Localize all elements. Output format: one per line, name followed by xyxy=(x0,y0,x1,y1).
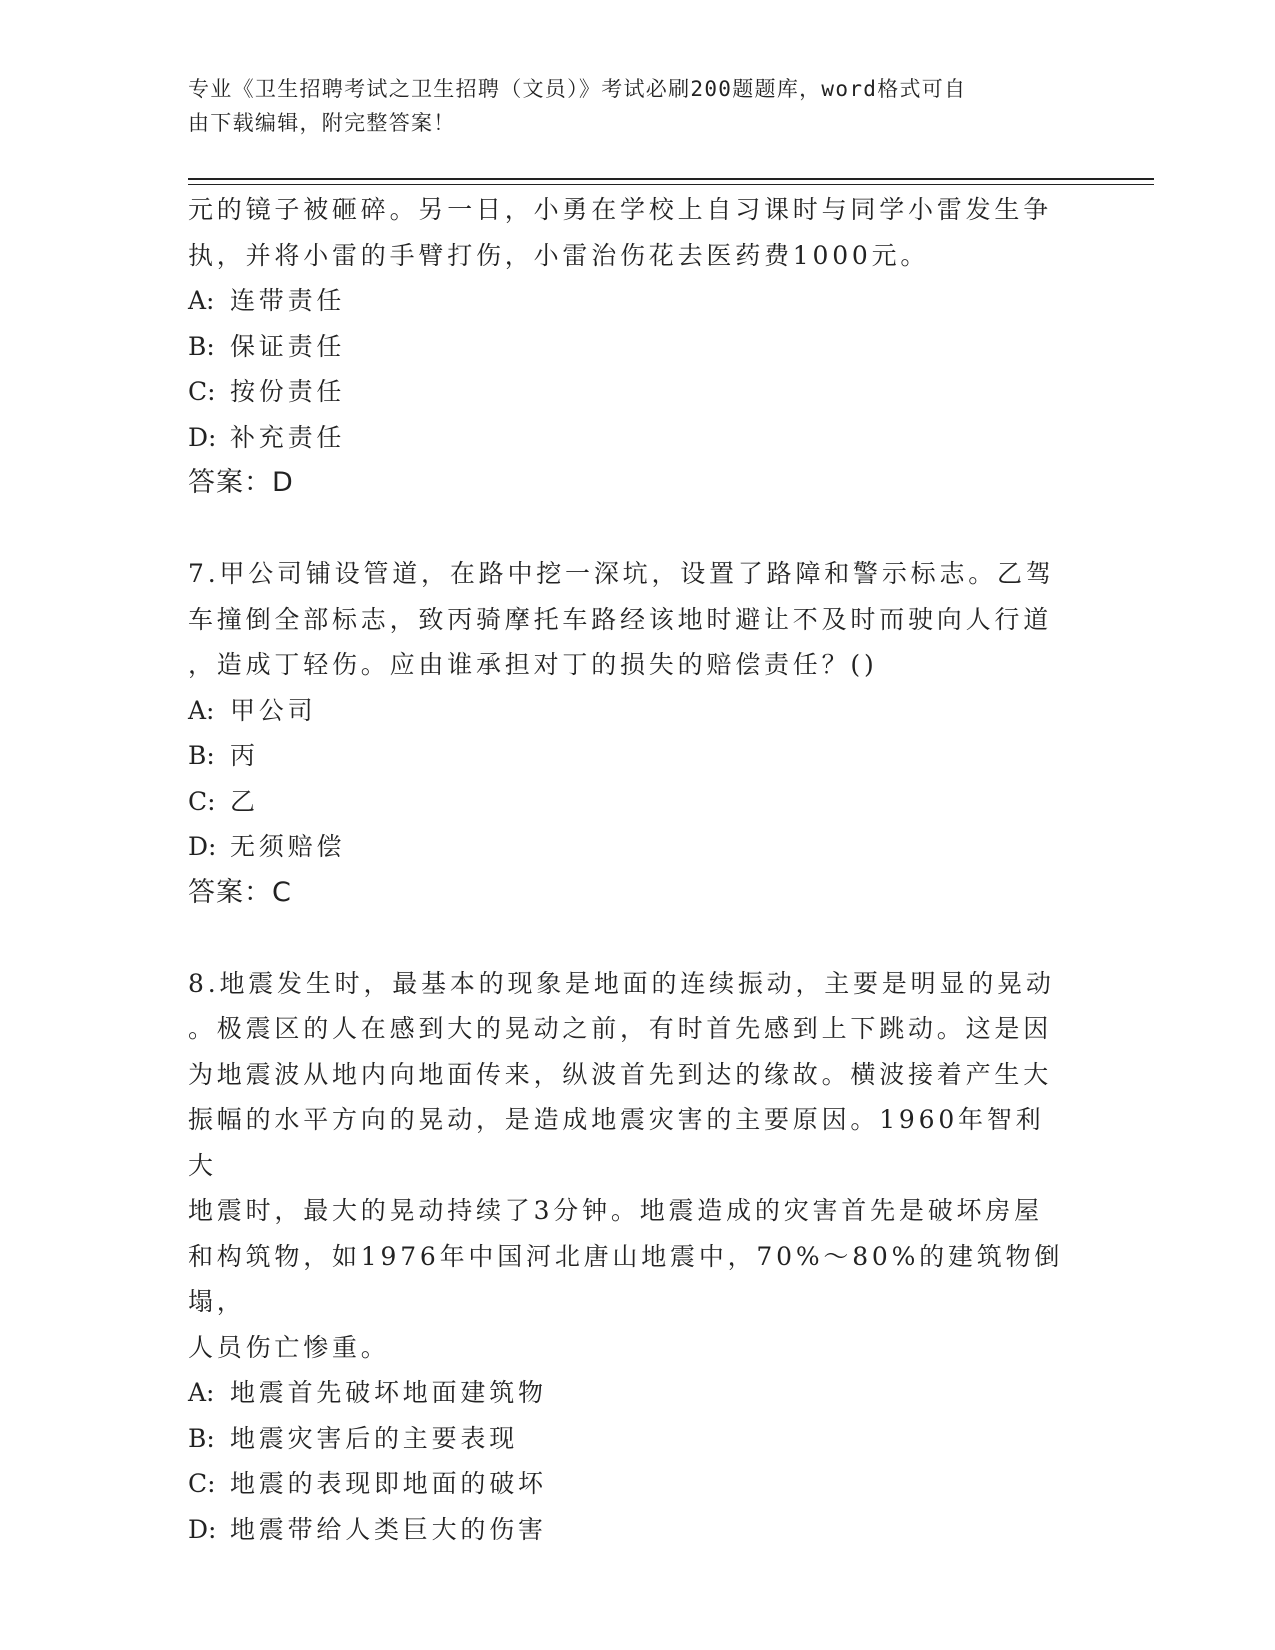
option-text: 甲公司 xyxy=(230,695,317,725)
option-c xyxy=(188,779,1068,825)
option-c xyxy=(188,369,1068,415)
option-b xyxy=(188,733,1068,779)
option-text: 补充责任 xyxy=(230,422,346,452)
option-b xyxy=(188,1416,1068,1462)
question-8 xyxy=(188,961,1068,1553)
question-text-line: ，造成丁轻伤。应由谁承担对丁的损失的赔偿责任？() xyxy=(188,650,878,679)
question-text-line: 人员伤亡惨重。 xyxy=(188,1332,390,1362)
question-text-line: 元的镜子被砸碎。另一日，小勇在学校上自习课时与同学小雷发生争 xyxy=(188,195,1053,224)
option-b xyxy=(188,324,1068,370)
option-key: A: xyxy=(188,286,215,315)
option-text: 丙 xyxy=(230,741,259,770)
document-body xyxy=(188,187,1068,1552)
answer-line: 答案：C xyxy=(188,876,292,908)
option-key: B: xyxy=(188,331,215,361)
option-key: C: xyxy=(188,377,216,406)
header-divider-thick xyxy=(188,178,1154,180)
question-text-line: 振幅的水平方向的晃动，是造成地震灾害的主要原因。1960年智利大 xyxy=(188,1105,1045,1180)
option-key: B: xyxy=(188,741,215,770)
spacer xyxy=(188,915,1068,961)
option-text: 地震首先破坏地面建筑物 xyxy=(230,1378,547,1407)
option-key: A: xyxy=(188,695,215,725)
option-c xyxy=(188,1461,1068,1507)
header-line-2: 由下载编辑，附完整答案！ xyxy=(188,111,456,135)
option-key: A: xyxy=(188,1378,215,1407)
option-text: 乙 xyxy=(230,786,259,816)
option-key: B: xyxy=(188,1423,215,1453)
answer-line: 答案：D xyxy=(188,467,294,498)
header-line-1: 专业《卫生招聘考试之卫生招聘（文员）》考试必刷200题题库，word格式可自 xyxy=(188,77,967,101)
option-key: C: xyxy=(188,786,216,816)
option-key: D: xyxy=(188,832,217,861)
question-text-line: 8.地震发生时，最基本的现象是地面的连续振动，主要是明显的晃动 xyxy=(188,968,1055,998)
option-text: 地震带给人类巨大的伤害 xyxy=(230,1514,547,1544)
question-6-continued xyxy=(188,187,1068,506)
option-key: C: xyxy=(188,1469,216,1498)
option-text: 无须赔偿 xyxy=(230,832,346,861)
option-a xyxy=(188,278,1068,324)
question-text-line: 7.甲公司铺设管道，在路中挖一深坑，设置了路障和警示标志。乙驾 xyxy=(188,559,1055,588)
question-text-line: 和构筑物，如1976年中国河北唐山地震中，70%～80%的建筑物倒塌， xyxy=(188,1241,1064,1316)
spacer xyxy=(188,506,1068,552)
option-key: D: xyxy=(188,1514,217,1544)
option-a xyxy=(188,1370,1068,1416)
question-text-line: 车撞倒全部标志，致丙骑摩托车路经该地时避让不及时而驶向人行道 xyxy=(188,604,1053,634)
question-text-line: 地震时，最大的晃动持续了3分钟。地震造成的灾害首先是破坏房屋 xyxy=(188,1196,1043,1225)
option-text: 保证责任 xyxy=(230,331,346,361)
option-text: 连带责任 xyxy=(230,286,346,315)
option-d xyxy=(188,1507,1068,1553)
question-text-line: 执，并将小雷的手臂打伤，小雷治伤花去医药费1000元。 xyxy=(188,240,930,270)
option-d xyxy=(188,415,1068,461)
option-text: 地震灾害后的主要表现 xyxy=(230,1423,519,1453)
question-text-line: 。极震区的人在感到大的晃动之前，有时首先感到上下跳动。这是因 xyxy=(188,1014,1053,1043)
option-text: 地震的表现即地面的破坏 xyxy=(230,1469,547,1498)
question-text-line: 为地震波从地内向地面传来，纵波首先到达的缘故。横波接着产生大 xyxy=(188,1059,1053,1089)
question-7 xyxy=(188,551,1068,915)
document-header xyxy=(188,72,1068,140)
option-d xyxy=(188,824,1068,870)
header-divider-thin xyxy=(188,184,1154,185)
option-text: 按份责任 xyxy=(230,377,346,406)
option-key: D: xyxy=(188,422,217,452)
option-a xyxy=(188,688,1068,734)
